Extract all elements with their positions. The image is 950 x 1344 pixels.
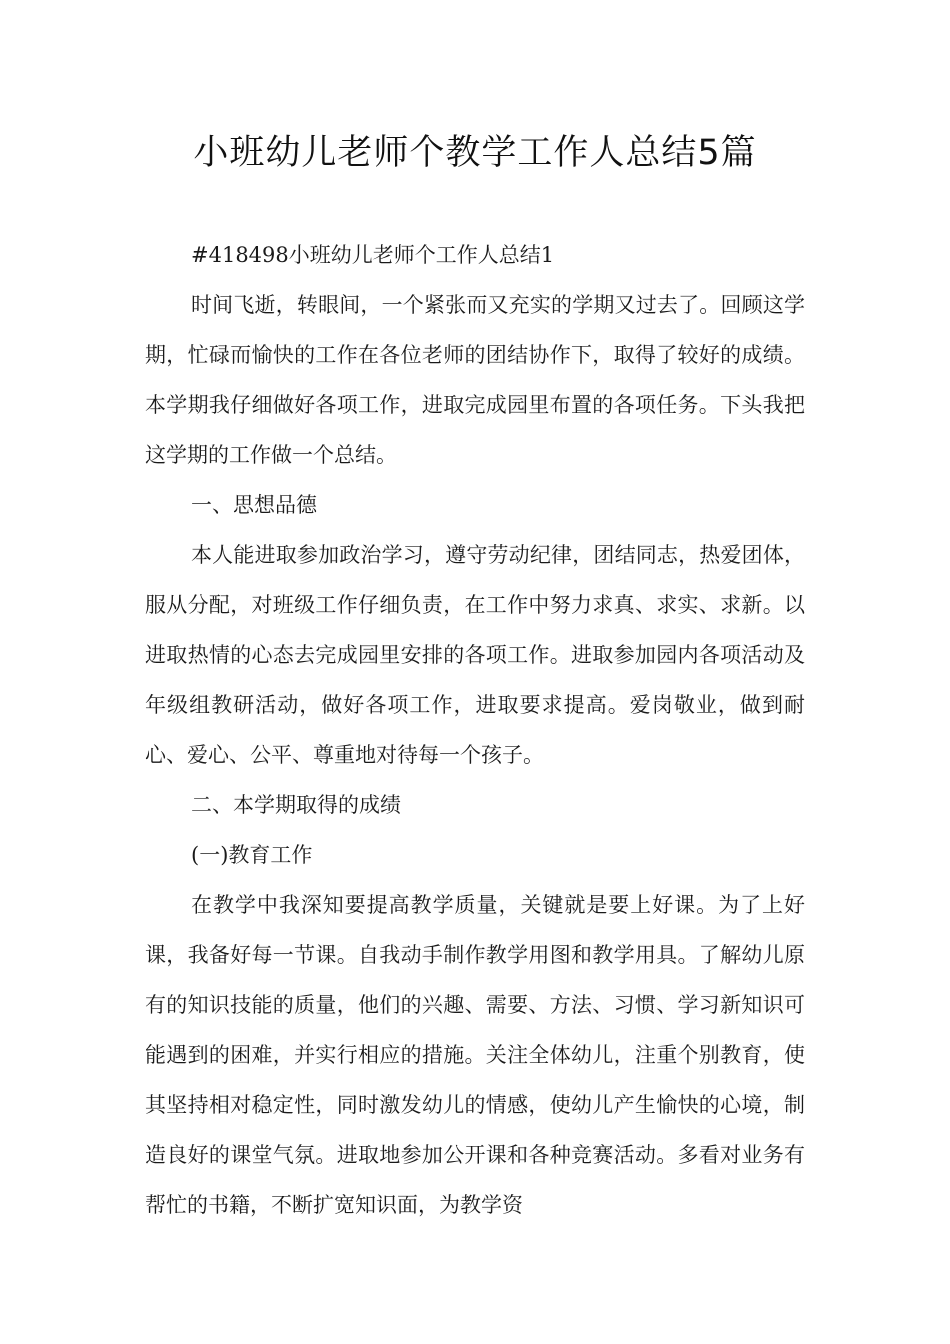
document-title: 小班幼儿老师个教学工作人总结5篇 <box>193 133 757 173</box>
intro-paragraph: 时间飞逝，转眼间，一个紧张而又充实的学期又过去了。回顾这学期，忙碌而愉快的工作在各位老师的团结协作下，取得了较好的成绩。本学期我仔细做好各项工作，进取完成园里布置的各项任务。下头我把这学期的工作做一个总结。 <box>145 293 805 467</box>
document-body <box>145 230 805 1230</box>
section-heading-ideology: 一、思想品德 <box>191 493 317 517</box>
ideology-paragraph: 本人能进取参加政治学习，遵守劳动纪律，团结同志，热爱团体，服从分配，对班级工作仔细负责，在工作中努力求真、求实、求新。以进取热情的心态去完成园里安排的各项工作。进取参加园内各项活动及年级组教研活动，做好各项工作，进取要求提高。爱岗敬业，做到耐心、爱心、公平、尊重地对待每一个孩子。 <box>145 543 805 767</box>
section-heading-achievements: 二、本学期取得的成绩 <box>191 793 401 817</box>
subsection-heading-education: (一)教育工作 <box>191 843 313 867</box>
summary-heading: #418498小班幼儿老师个工作人总结1 <box>191 243 555 267</box>
education-paragraph: 在教学中我深知要提高教学质量，关键就是要上好课。为了上好课，我备好每一节课。自我动手制作教学用图和教学用具。了解幼儿原有的知识技能的质量，他们的兴趣、需要、方法、习惯、学习新知识可能遇到的困难，并实行相应的措施。关注全体幼儿，注重个别教育，使其坚持相对稳定性，同时激发幼儿的情感，使幼儿产生愉快的心境，制造良好的课堂气氛。进取地参加公开课和各种竞赛活动。多看对业务有帮忙的书籍，不断扩宽知识面，为教学资 <box>145 893 805 1217</box>
